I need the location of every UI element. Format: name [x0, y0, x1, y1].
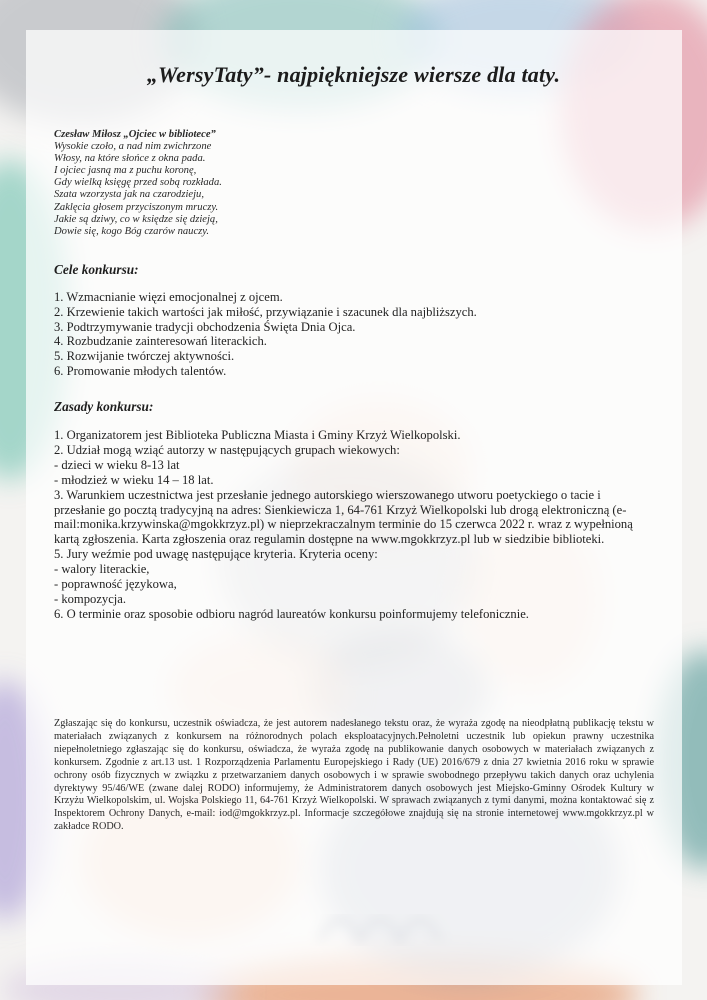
page-title: „WersyTaty”- najpiękniejsze wiersze dla taty.	[146, 62, 561, 87]
list-item: 3. Podtrzymywanie tradycji obchodzenia Święta Dnia Ojca.	[54, 319, 356, 334]
poem-line: Szata wzorzysta jak na czarodzieju,	[54, 189, 204, 201]
list-item: - kompozycja.	[54, 591, 127, 606]
list-item: - młodzież w wieku 14 – 18 lat.	[54, 472, 214, 487]
goals-list	[54, 290, 664, 379]
poem-line: Włosy, na które słońce z okna pada.	[54, 153, 206, 165]
rules-list	[54, 428, 652, 622]
list-item: 2. Udział mogą wziąć autorzy w następujących grupach wiekowych:	[54, 442, 400, 457]
list-item: 6. Promowanie młodych talentów.	[54, 363, 227, 378]
list-item: 2. Krzewienie takich wartości jak miłość, przywiązanie i szacunek dla najbliższych.	[54, 304, 477, 319]
poem-line: Gdy wielką księgę przed sobą rozkłada.	[54, 177, 222, 189]
list-item: 3. Warunkiem uczestnictwa jest przesłanie jednego autorskiego wierszowanego utworu poetyckiego o tacie i przesłanie go pocztą tradycyjną na adres: Sienkiewicza 1, 64-761 Krzyż Wielkopolski lub drogą elektroniczną (e-mail:monika.krzywinska@mgokkrzyz.pl) w nieprzekraczalnym terminie do 15 czerwca 2022 r. wraz z wypełnioną kartą zgłoszenia. Karta zgłoszenia oraz regulamin dostępne na www.mgokkrzyz.pl lub w siedzibie biblioteki.	[54, 487, 633, 547]
list-item: 4. Rozbudzanie zainteresowań literackich.	[54, 334, 267, 349]
poem-line: Wysokie czoło, a nad nim zwichrzone	[54, 141, 212, 153]
list-item: - dzieci w wieku 8-13 lat	[54, 457, 180, 472]
poem-line: Jakie są dziwy, co w księdze się dzieją,	[54, 213, 218, 225]
list-item: 6. O terminie oraz sposobie odbioru nagród laureatów konkursu poinformujemy telefonicznie.	[54, 606, 529, 621]
gdpr-notice: Zgłaszając się do konkursu, uczestnik oświadcza, że jest autorem nadesłanego tekstu oraz, że wyraża zgodę na nieodpłatną publikację tekstu w materiałach związanych z konkursem na różnorodnych polach eksploatacyjnych.Pełnoletni uczestnik lub opiekun prawny uczestnika niepełnoletniego zgłaszając się do konkursu, oświadcza, że wyraża zgodę na publikowanie danych osobowych w materiałach związanych z konkursem. Zgodnie z art.13 ust. 1 Rozporządzenia Parlamentu Europejskiego i Rady (UE) 2016/679 z dnia 27 kwietnia 2016 roku w sprawie ochrony osób fizycznych w związku z przetwarzaniem danych osobowych i w sprawie swobodnego przepływu takich danych oraz uchylenia dyrektywy 95/46/WE (zwane dalej RODO) informujemy, że Administratorem danych osobowych jest Miejsko-Gminny Ośrodek Kultury w Krzyżu Wielkopolskim, ul. Wojska Polskiego 11, 64-761 Krzyż Wielkopolski. W sprawach związanych z tymi danymi, można kontaktować się z Inspektorem Ochrony Danych, e-mail: iod@mgokkrzyz.pl. Informacje szczegółowe znajdują się na stronie internetowej www.mgokkrzyz.pl w zakładce RODO.	[54, 718, 654, 833]
rules-heading: Zasady konkursu:	[54, 399, 154, 414]
list-item: - poprawność językowa,	[54, 577, 177, 592]
poem-block	[54, 129, 454, 238]
list-item: 1. Organizatorem jest Biblioteka Publiczna Miasta i Gminy Krzyż Wielkopolski.	[54, 428, 461, 442]
poem-line: I ojciec jasną ma z puchu koronę,	[54, 165, 197, 177]
goals-heading: Cele konkursu:	[54, 262, 139, 277]
poem-heading: Czesław Miłosz „Ojciec w bibliotece”	[54, 129, 216, 140]
list-item: - walory literackie,	[54, 562, 150, 577]
poem-line: Dowie się, kogo Bóg czarów nauczy.	[54, 225, 210, 237]
list-item: 5. Jury weźmie pod uwagę następujące kryteria. Kryteria oceny:	[54, 547, 378, 562]
list-item: 5. Rozwijanie twórczej aktywności.	[54, 349, 235, 364]
list-item: 1. Wzmacnianie więzi emocjonalnej z ojcem.	[54, 290, 283, 304]
poem-line: Zaklęcia głosem przyciszonym mruczy.	[54, 201, 219, 213]
